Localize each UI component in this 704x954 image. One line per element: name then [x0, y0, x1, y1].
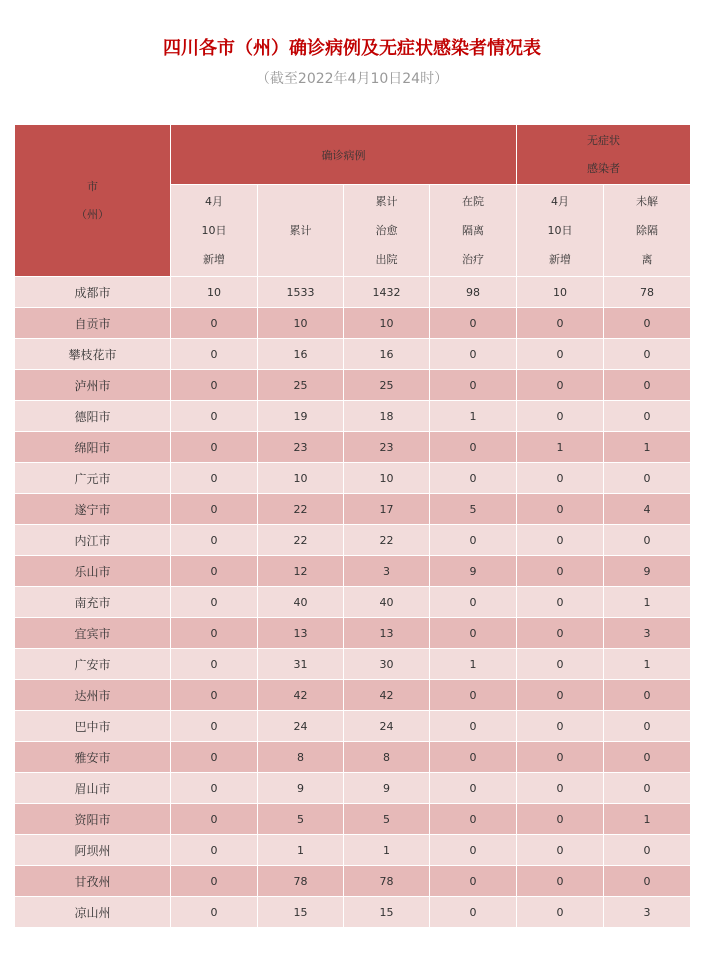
value-cell: 5 — [344, 804, 430, 835]
header-col-line: 在院 — [462, 195, 484, 208]
value-cell: 15 — [344, 897, 430, 928]
header-col-3 — [430, 185, 517, 277]
table-row — [15, 587, 691, 618]
value-cell: 0 — [171, 866, 258, 897]
city-name-cell: 遂宁市 — [15, 494, 171, 525]
value-cell: 0 — [604, 308, 691, 339]
value-cell: 0 — [171, 773, 258, 804]
header-city-line1: 市 — [87, 179, 98, 193]
header-col-4 — [517, 185, 604, 277]
value-cell: 0 — [517, 618, 604, 649]
page-title: 四川各市（州）确诊病例及无症状感染者情况表 — [163, 38, 541, 59]
value-cell: 0 — [171, 742, 258, 773]
city-name-cell: 广元市 — [15, 463, 171, 494]
header-asymptomatic-line2: 感染者 — [587, 161, 620, 175]
value-cell: 22 — [258, 494, 344, 525]
value-cell: 0 — [604, 835, 691, 866]
value-cell: 42 — [258, 680, 344, 711]
header-confirmed-group: 确诊病例 — [171, 125, 517, 185]
city-name-cell: 南充市 — [15, 587, 171, 618]
value-cell: 8 — [258, 742, 344, 773]
value-cell: 40 — [344, 587, 430, 618]
table-body — [15, 277, 691, 928]
value-cell: 0 — [171, 618, 258, 649]
table-row — [15, 711, 691, 742]
header-asymptomatic-group — [517, 125, 691, 185]
value-cell: 9 — [604, 556, 691, 587]
value-cell: 1 — [604, 432, 691, 463]
header-col-line: 新增 — [549, 253, 571, 266]
value-cell: 16 — [258, 339, 344, 370]
value-cell: 0 — [604, 525, 691, 556]
value-cell: 0 — [430, 618, 517, 649]
table-row — [15, 463, 691, 494]
value-cell: 12 — [258, 556, 344, 587]
city-name-cell: 攀枝花市 — [15, 339, 171, 370]
table-row — [15, 680, 691, 711]
value-cell: 0 — [171, 711, 258, 742]
city-name-cell: 广安市 — [15, 649, 171, 680]
value-cell: 0 — [171, 370, 258, 401]
value-cell: 0 — [430, 370, 517, 401]
value-cell: 0 — [517, 339, 604, 370]
header-col-line: 未解 — [636, 195, 658, 208]
value-cell: 0 — [171, 835, 258, 866]
value-cell: 0 — [517, 773, 604, 804]
value-cell: 0 — [430, 711, 517, 742]
value-cell: 0 — [430, 339, 517, 370]
value-cell: 1 — [517, 432, 604, 463]
city-name-cell: 凉山州 — [15, 897, 171, 928]
city-name-cell: 甘孜州 — [15, 866, 171, 897]
city-name-cell: 自贡市 — [15, 308, 171, 339]
header-col-line: 隔离 — [462, 224, 484, 237]
value-cell: 1 — [430, 401, 517, 432]
value-cell: 24 — [258, 711, 344, 742]
value-cell: 8 — [344, 742, 430, 773]
city-name-cell: 泸州市 — [15, 370, 171, 401]
value-cell: 25 — [258, 370, 344, 401]
value-cell: 0 — [430, 742, 517, 773]
value-cell: 0 — [604, 339, 691, 370]
table-row — [15, 308, 691, 339]
value-cell: 0 — [517, 649, 604, 680]
value-cell: 3 — [344, 556, 430, 587]
header-col-5 — [604, 185, 691, 277]
city-name-cell: 乐山市 — [15, 556, 171, 587]
city-name-cell: 阿坝州 — [15, 835, 171, 866]
value-cell: 0 — [517, 866, 604, 897]
value-cell: 0 — [430, 432, 517, 463]
value-cell: 5 — [258, 804, 344, 835]
value-cell: 0 — [517, 680, 604, 711]
value-cell: 1432 — [344, 277, 430, 308]
city-name-cell: 巴中市 — [15, 711, 171, 742]
value-cell: 0 — [430, 680, 517, 711]
value-cell: 42 — [344, 680, 430, 711]
header-col-2 — [344, 185, 430, 277]
table-row — [15, 339, 691, 370]
header-city-line2: （州） — [76, 207, 109, 221]
header-col-line: 10日 — [201, 224, 227, 237]
value-cell: 10 — [344, 308, 430, 339]
header-col-line: 4月 — [205, 195, 223, 208]
value-cell: 1 — [430, 649, 517, 680]
table-row — [15, 618, 691, 649]
value-cell: 1 — [604, 649, 691, 680]
table-row — [15, 649, 691, 680]
value-cell: 0 — [171, 463, 258, 494]
value-cell: 23 — [344, 432, 430, 463]
value-cell: 0 — [430, 835, 517, 866]
table-row — [15, 773, 691, 804]
value-cell: 1 — [258, 835, 344, 866]
value-cell: 15 — [258, 897, 344, 928]
table-row — [15, 742, 691, 773]
value-cell: 0 — [430, 866, 517, 897]
value-cell: 0 — [171, 401, 258, 432]
value-cell: 0 — [517, 556, 604, 587]
value-cell: 78 — [258, 866, 344, 897]
header-col-0 — [171, 185, 258, 277]
value-cell: 0 — [517, 804, 604, 835]
header-col-line: 累计 — [289, 224, 312, 237]
value-cell: 0 — [517, 742, 604, 773]
value-cell: 9 — [430, 556, 517, 587]
header-col-line: 离 — [641, 253, 653, 266]
city-name-cell: 达州市 — [15, 680, 171, 711]
value-cell: 22 — [344, 525, 430, 556]
header-col-line: 治愈 — [375, 224, 398, 237]
value-cell: 0 — [430, 308, 517, 339]
value-cell: 0 — [171, 525, 258, 556]
value-cell: 30 — [344, 649, 430, 680]
page-subtitle: （截至2022年4月10日24时） — [255, 71, 449, 87]
header-col-1 — [258, 185, 344, 277]
value-cell: 0 — [604, 742, 691, 773]
value-cell: 0 — [430, 804, 517, 835]
value-cell: 1 — [344, 835, 430, 866]
value-cell: 1533 — [258, 277, 344, 308]
value-cell: 0 — [171, 339, 258, 370]
value-cell: 9 — [258, 773, 344, 804]
value-cell: 10 — [258, 463, 344, 494]
header-col-line: 10日 — [547, 224, 573, 237]
header-col-line: 治疗 — [462, 253, 484, 266]
value-cell: 98 — [430, 277, 517, 308]
city-name-cell: 绵阳市 — [15, 432, 171, 463]
value-cell: 0 — [517, 835, 604, 866]
header-city — [15, 125, 171, 277]
header-col-line: 除隔 — [636, 224, 658, 237]
value-cell: 16 — [344, 339, 430, 370]
value-cell: 0 — [604, 711, 691, 742]
value-cell: 0 — [430, 525, 517, 556]
table-row — [15, 897, 691, 928]
table-row — [15, 370, 691, 401]
header-col-line: 累计 — [375, 195, 398, 208]
value-cell: 22 — [258, 525, 344, 556]
value-cell: 17 — [344, 494, 430, 525]
table-row — [15, 432, 691, 463]
value-cell: 13 — [344, 618, 430, 649]
table-row — [15, 525, 691, 556]
value-cell: 5 — [430, 494, 517, 525]
value-cell: 23 — [258, 432, 344, 463]
value-cell: 10 — [171, 277, 258, 308]
value-cell: 0 — [430, 587, 517, 618]
value-cell: 0 — [517, 463, 604, 494]
table-row — [15, 866, 691, 897]
value-cell: 1 — [604, 587, 691, 618]
value-cell: 25 — [344, 370, 430, 401]
value-cell: 4 — [604, 494, 691, 525]
value-cell: 9 — [344, 773, 430, 804]
value-cell: 0 — [430, 897, 517, 928]
city-name-cell: 资阳市 — [15, 804, 171, 835]
city-name-cell: 成都市 — [15, 277, 171, 308]
cases-table — [14, 124, 691, 928]
value-cell: 0 — [171, 432, 258, 463]
table-row — [15, 804, 691, 835]
value-cell: 0 — [604, 370, 691, 401]
value-cell: 0 — [604, 866, 691, 897]
value-cell: 0 — [517, 308, 604, 339]
value-cell: 40 — [258, 587, 344, 618]
value-cell: 0 — [517, 370, 604, 401]
value-cell: 10 — [344, 463, 430, 494]
value-cell: 13 — [258, 618, 344, 649]
value-cell: 0 — [517, 401, 604, 432]
table-row — [15, 277, 691, 308]
city-name-cell: 宜宾市 — [15, 618, 171, 649]
value-cell: 0 — [604, 680, 691, 711]
value-cell: 0 — [171, 308, 258, 339]
value-cell: 0 — [171, 897, 258, 928]
value-cell: 31 — [258, 649, 344, 680]
value-cell: 19 — [258, 401, 344, 432]
value-cell: 10 — [517, 277, 604, 308]
city-name-cell: 雅安市 — [15, 742, 171, 773]
value-cell: 0 — [171, 587, 258, 618]
value-cell: 3 — [604, 618, 691, 649]
table-row — [15, 835, 691, 866]
value-cell: 0 — [604, 401, 691, 432]
value-cell: 0 — [171, 680, 258, 711]
header-asymptomatic-line1: 无症状 — [587, 133, 620, 147]
city-name-cell: 眉山市 — [15, 773, 171, 804]
table-row — [15, 401, 691, 432]
header-col-line: 新增 — [203, 253, 225, 266]
value-cell: 0 — [517, 525, 604, 556]
table-row — [15, 494, 691, 525]
value-cell: 0 — [430, 463, 517, 494]
header-col-line: 出院 — [375, 253, 398, 266]
value-cell: 0 — [171, 649, 258, 680]
header-col-line: 4月 — [551, 195, 569, 208]
table-row — [15, 556, 691, 587]
value-cell: 3 — [604, 897, 691, 928]
value-cell: 0 — [604, 773, 691, 804]
value-cell: 1 — [604, 804, 691, 835]
value-cell: 0 — [430, 773, 517, 804]
value-cell: 18 — [344, 401, 430, 432]
value-cell: 0 — [517, 587, 604, 618]
value-cell: 0 — [517, 494, 604, 525]
city-name-cell: 德阳市 — [15, 401, 171, 432]
value-cell: 10 — [258, 308, 344, 339]
city-name-cell: 内江市 — [15, 525, 171, 556]
value-cell: 0 — [517, 711, 604, 742]
value-cell: 0 — [171, 556, 258, 587]
value-cell: 0 — [171, 494, 258, 525]
value-cell: 0 — [517, 897, 604, 928]
value-cell: 78 — [604, 277, 691, 308]
value-cell: 24 — [344, 711, 430, 742]
value-cell: 78 — [344, 866, 430, 897]
value-cell: 0 — [604, 463, 691, 494]
value-cell: 0 — [171, 804, 258, 835]
